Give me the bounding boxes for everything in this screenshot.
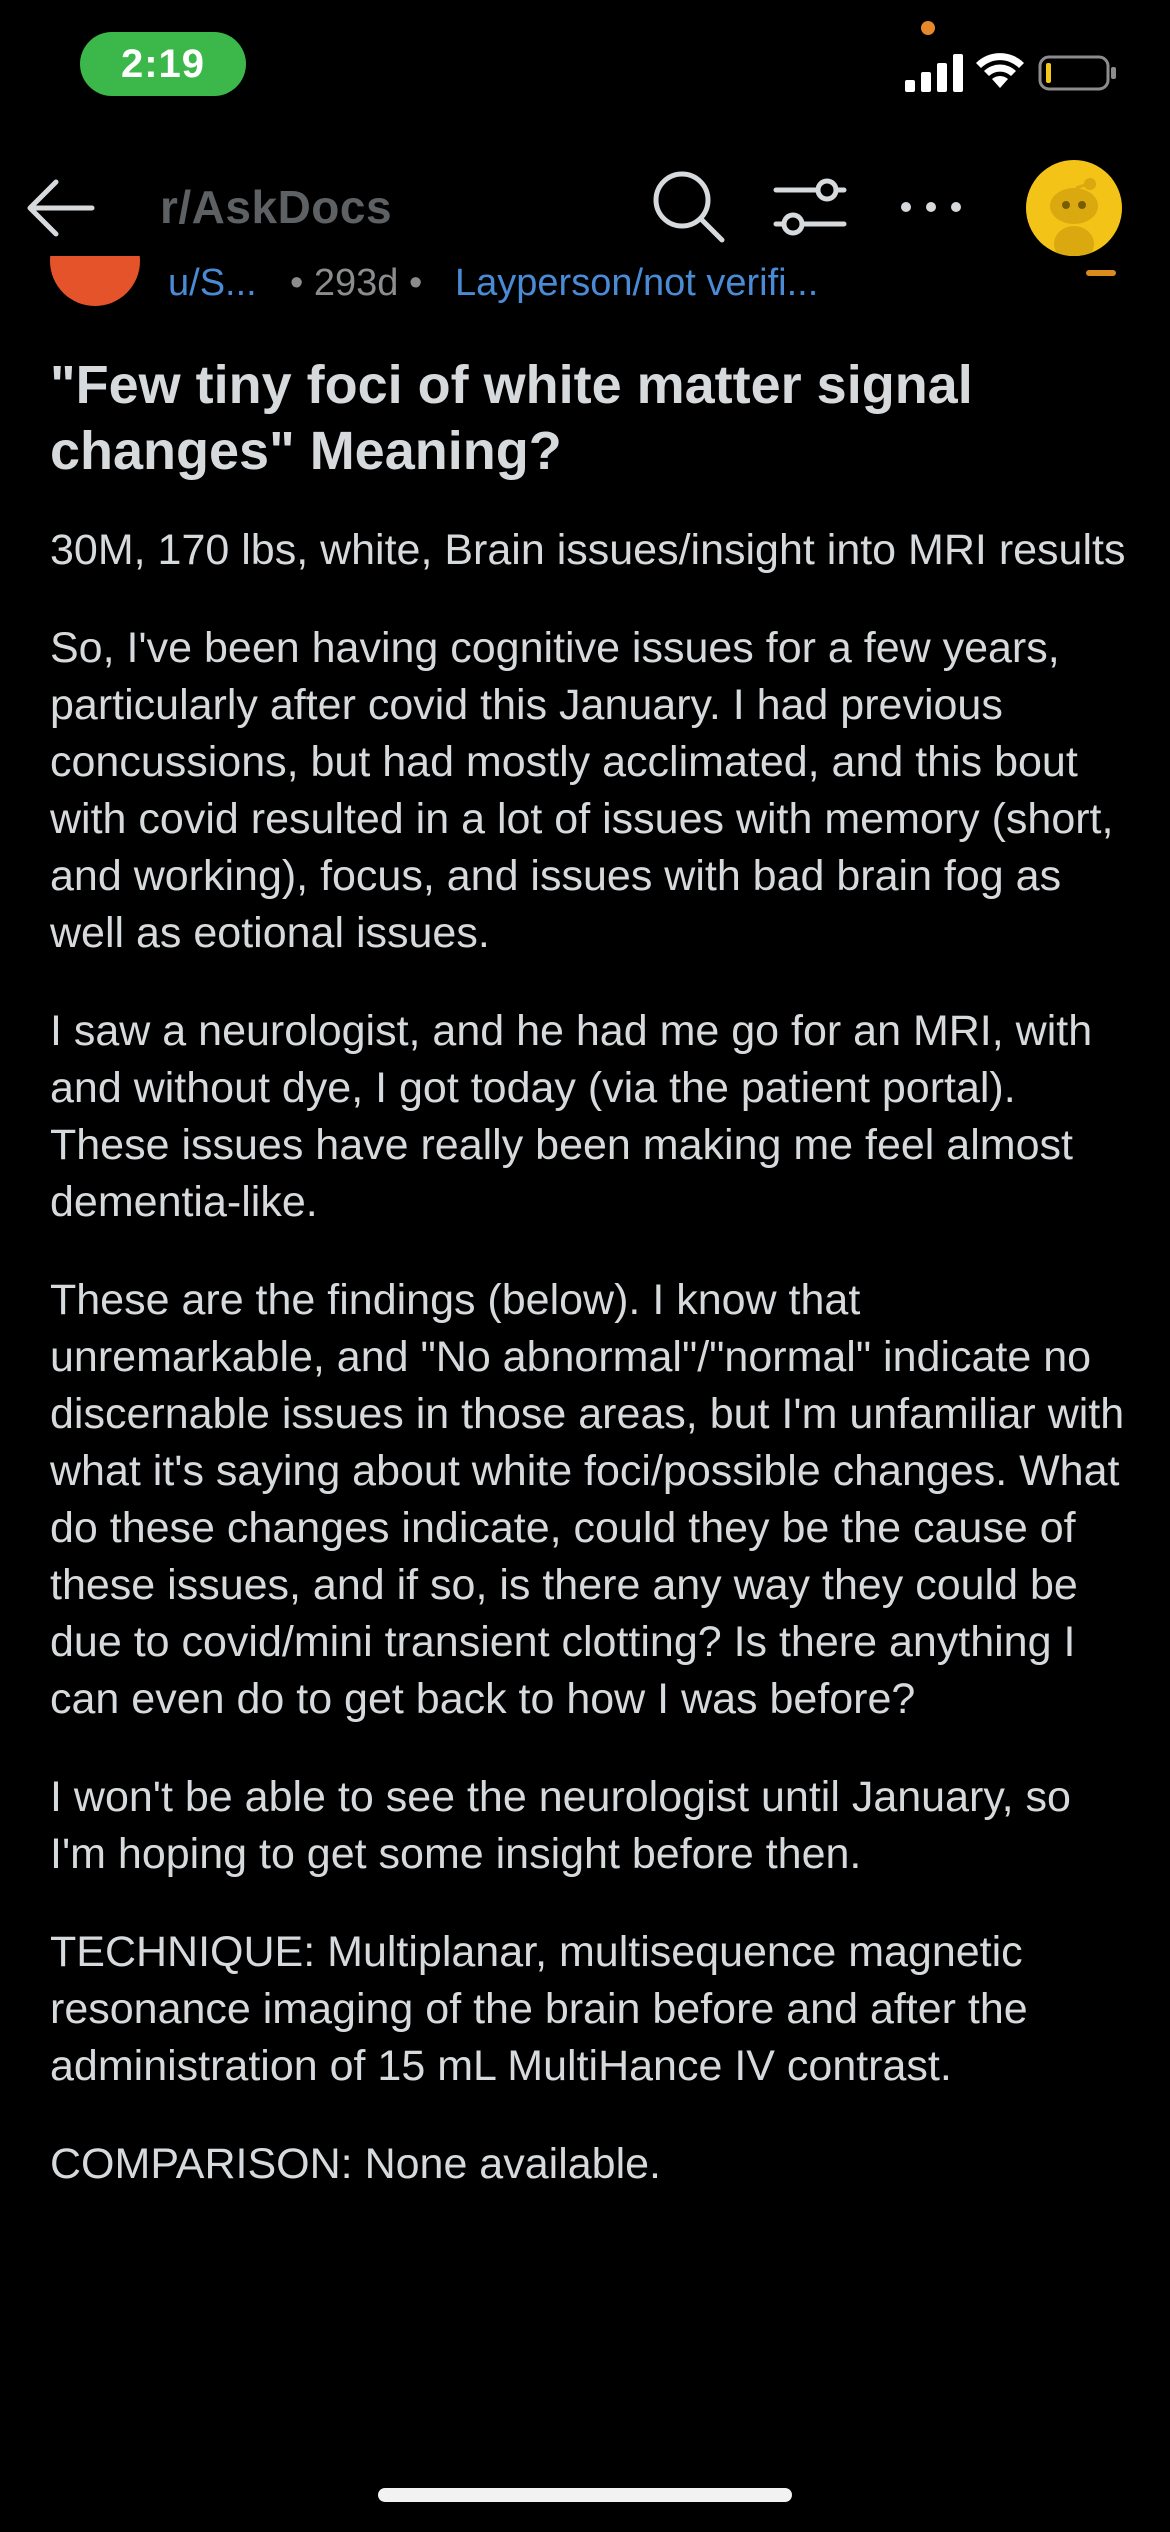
privacy-indicator-dot [921, 21, 935, 35]
post-age: • 293d • [290, 262, 423, 304]
home-indicator[interactable] [378, 2488, 792, 2502]
post-paragraph: These are the findings (below). I know that unremarkable, and "No abnormal"/"normal" indicate no discernable issues in those areas, but I'm unfamiliar with what it's saying about white foci/possible changes. What do these changes indicate, could they be the cause of these issues, and if so, is there any way they could be due to covid/mini transient clotting? Is there anything I can even do to get back to how I was before? [50, 1276, 1125, 1723]
filter-icon[interactable] [772, 172, 848, 242]
author-username[interactable]: u/S... [168, 262, 257, 304]
post-indicator-mark [1086, 270, 1116, 276]
post-paragraph: I saw a neurologist, and he had me go for an MRI, with and without dye, I got today (via the patient portal). These issues have really been making me feel almost dementia-like. [50, 1007, 1093, 1226]
battery-icon [1038, 54, 1118, 92]
post-paragraph: So, I've been having cognitive issues for a few years, particularly after covid this January. I had previous concussions, but had mostly acclimated, and this bout with covid resulted in a lot of issues with memory (short, and working), focus, and issues with bad brain fog as well as eotional issues. [50, 624, 1114, 957]
status-time: 2:19 [80, 32, 246, 96]
more-icon[interactable] [896, 172, 966, 242]
post-paragraph: 30M, 170 lbs, white, Brain issues/insight into MRI results [50, 526, 1126, 574]
subreddit-title[interactable]: r/AskDocs [160, 181, 393, 233]
avatar[interactable] [1026, 160, 1122, 256]
wifi-icon [975, 50, 1025, 90]
user-flair[interactable]: Layperson/not verifi... [455, 262, 819, 304]
status-bar [0, 0, 1170, 130]
post-body [50, 522, 1130, 2234]
search-icon[interactable] [650, 168, 726, 244]
post-title: "Few tiny foci of white matter signal changes" Meaning? [50, 355, 973, 481]
post-meta [0, 256, 1170, 312]
snoo-avatar-icon [1026, 160, 1122, 256]
top-nav-bar [0, 150, 1170, 270]
post-paragraph: COMPARISON: None available. [50, 2140, 661, 2188]
post-paragraph: TECHNIQUE: Multiplanar, multisequence magnetic resonance imaging of the brain before and after the administration of 15 mL MultiHance IV contrast. [50, 1928, 1028, 2090]
signal-icon [905, 52, 963, 92]
author-avatar[interactable] [50, 256, 140, 306]
post-paragraph: I won't be able to see the neurologist until January, so I'm hoping to get some insight before then. [50, 1773, 1071, 1878]
back-arrow-icon[interactable] [22, 170, 98, 246]
